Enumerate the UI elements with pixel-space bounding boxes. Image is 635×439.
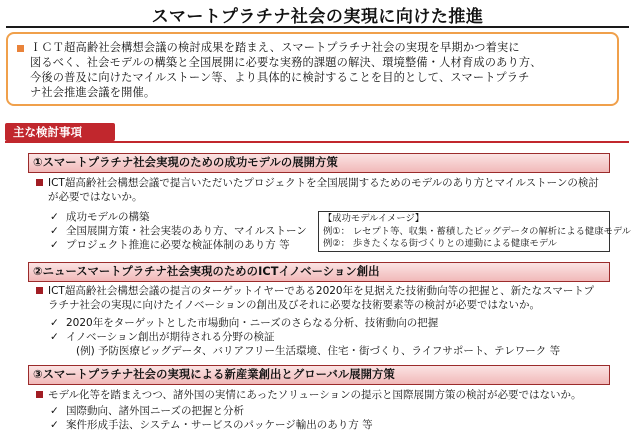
page-title: スマートプラチナ社会の実現に向けた推進 <box>151 7 484 27</box>
checkmark-icon: ✓ <box>50 225 59 237</box>
check-item: ✓ プロジェクト推進に必要な検証体制のあり方 等 <box>50 239 290 251</box>
square-bullet-icon <box>36 287 43 294</box>
example-box-title: 【成功モデルイメージ】 <box>323 213 425 224</box>
section-3-description <box>48 388 613 402</box>
check-item: ✓ 案件形成手法、システム・サービスのパッケージ輸出のあり方 等 <box>50 419 373 431</box>
checkmark-icon: ✓ <box>50 419 59 431</box>
intro-box <box>6 32 619 106</box>
checkmark-icon: ✓ <box>50 239 59 251</box>
description-line: ICT超高齢社会構想会議で提言いただいたプロジェクトを全国展開するためのモデルのあり方とマイルストーンの検討 <box>48 177 599 189</box>
title-underline <box>6 26 629 28</box>
example-line: 例①： レセプト等、収集・蓄積したビッグデータの解析による健康モデル <box>323 225 631 237</box>
section-3-heading: ③スマートプラチナ社会の実現による新産業創出とグローバル展開方策 <box>28 365 610 385</box>
intro-line: 今後の普及に向けたマイルストーン等、より具体的に検討することを目的として、スマートプラチ <box>30 71 530 84</box>
section-2-description <box>48 284 613 312</box>
checkmark-icon: ✓ <box>50 331 59 343</box>
check-item: ✓ 2020年をターゲットとした市場動向・ニーズのさらなる分析、技術動向の把握 <box>50 317 439 329</box>
check-item: ✓ 成功モデルの構築 <box>50 211 150 223</box>
section-1-description <box>48 176 613 204</box>
square-bullet-icon <box>36 179 43 186</box>
intro-line: ＩＣＴ超高齢社会構想会議の検討成果を踏まえ、スマートプラチナ社会の実現を早期かつ着実に <box>30 41 520 54</box>
description-line: ラチナ社会の実現に向けたイノベーションの創出及びそれに必要な技術要素等の検討が必要ではないか。 <box>48 299 541 311</box>
example-box <box>318 211 631 252</box>
checkmark-icon: ✓ <box>50 405 59 417</box>
example-line: (例) 予防医療ビッグデータ、バリアフリー生活環境、住宅・街づくり、ライフサポート、テレワーク 等 <box>76 345 561 357</box>
check-item: ✓ 国際動向、諸外国ニーズの把握と分析 <box>50 405 244 417</box>
section-2-heading: ②ニュースマートプラチナ社会実現のためのICTイノベーション創出 <box>28 262 610 282</box>
section-1-heading: ①スマートプラチナ社会実現のための成功モデルの展開方策 <box>28 153 610 173</box>
square-bullet-icon <box>36 391 43 398</box>
checkmark-icon: ✓ <box>50 317 59 329</box>
description-line: ICT超高齢社会構想会議の提言のターゲットイヤーである2020年を見据えた技術動向等の把握と、新たなスマートプ <box>48 285 595 297</box>
example-line: 例②： 歩きたくなる街づくりとの連動による健康モデル <box>323 238 557 249</box>
section-tag: 主な検討事項 <box>5 123 115 141</box>
checkmark-icon: ✓ <box>50 211 59 223</box>
description-line: モデル化等を踏まえつつ、諸外国の実情にあったソリューションの提示と国際展開方策の検討が必要ではないか。 <box>48 389 582 401</box>
check-item: ✓ 全国展開方策・社会実装のあり方、マイルストーン <box>50 225 307 237</box>
description-line: が必要ではないか。 <box>48 191 143 203</box>
intro-line: 図るべく、社会モデルの構築と全国展開に必要な実務的課題の解決、環境整備・人材育成のあり方、 <box>30 56 542 69</box>
intro-line: ナ社会推進会議を開催。 <box>30 86 156 99</box>
check-item: ✓ イノベーション創出が期待される分野の検証 <box>50 331 275 343</box>
square-bullet-icon <box>17 45 24 52</box>
section-divider <box>5 141 629 143</box>
